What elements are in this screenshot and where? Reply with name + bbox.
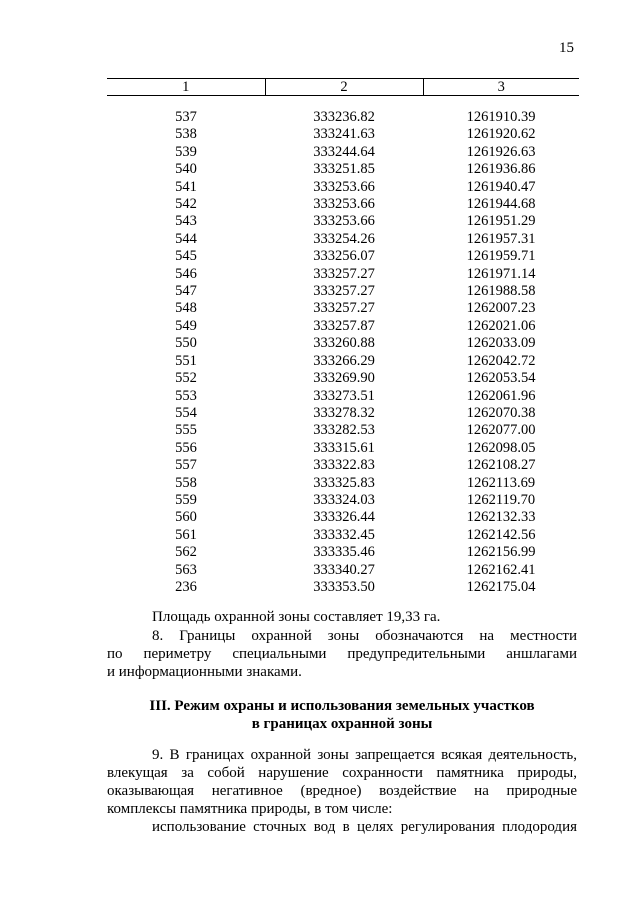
point-number-cell: 550: [175, 335, 197, 352]
table-body: [107, 96, 579, 597]
y-coordinate-cell: 1261920.62: [466, 126, 536, 143]
column-header: 1: [107, 79, 265, 96]
y-coordinate-cell: 1262070.38: [466, 404, 536, 421]
x-coordinate-cell: 333257.87: [313, 317, 375, 334]
y-coordinate-cell: 1261926.63: [466, 143, 536, 160]
x-coordinate-cell: 333244.64: [313, 143, 375, 160]
y-coordinate-cell: 1262007.23: [466, 300, 536, 317]
table-row: [107, 527, 579, 544]
table-row: [107, 509, 579, 526]
y-coordinate-cell: 1261940.47: [466, 178, 536, 195]
point-number-cell: 551: [175, 352, 197, 369]
y-coordinate-cell: 1262162.41: [466, 561, 536, 578]
item-8-paragraph: [107, 627, 577, 681]
table-row: [107, 196, 579, 213]
y-coordinate-cell: 1262042.72: [466, 352, 536, 369]
area-statement: [107, 608, 577, 626]
item-8-line: по периметру специальными предупредительными аншлагами: [107, 646, 577, 662]
y-coordinate-cell: 1262021.06: [466, 317, 536, 334]
column-header: 2: [265, 79, 423, 96]
x-coordinate-cell: 333273.51: [313, 387, 375, 404]
point-number-cell: 559: [175, 491, 197, 508]
x-coordinate-cell: 333335.46: [313, 544, 375, 561]
table-row: [107, 562, 579, 579]
point-number-cell: 549: [175, 317, 197, 334]
x-coordinate-cell: 333260.88: [313, 335, 375, 352]
y-coordinate-cell: 1261988.58: [466, 283, 536, 300]
x-coordinate-cell: 333251.85: [313, 161, 375, 178]
y-coordinate-cell: 1262077.00: [466, 422, 536, 439]
table-header-row: [107, 79, 579, 96]
y-coordinate-cell: 1261944.68: [466, 196, 536, 213]
y-coordinate-cell: 1262156.99: [466, 544, 536, 561]
item-9-line: оказывающая негативное (вредное) воздействие на природные: [107, 783, 577, 799]
x-coordinate-cell: 333257.27: [313, 265, 375, 282]
table-row: [107, 492, 579, 509]
point-number-cell: 544: [175, 230, 197, 247]
y-coordinate-cell: 1262061.96: [466, 387, 536, 404]
x-coordinate-cell: 333340.27: [313, 561, 375, 578]
page-number: 15: [559, 40, 574, 56]
y-coordinate-cell: 1262098.05: [466, 439, 536, 456]
x-coordinate-cell: 333324.03: [313, 491, 375, 508]
x-coordinate-cell: 333253.66: [313, 196, 375, 213]
point-number-cell: 537: [175, 109, 197, 125]
y-coordinate-cell: 1262142.56: [466, 526, 536, 543]
x-coordinate-cell: 333236.82: [313, 109, 375, 125]
item-9-line: использование сточных вод в целях регулирования плодородия: [152, 819, 577, 835]
x-coordinate-cell: 333282.53: [313, 422, 375, 439]
table-row: [107, 544, 579, 561]
point-number-cell: 562: [175, 544, 197, 561]
y-coordinate-cell: 1262132.33: [466, 509, 536, 526]
point-number-cell: 539: [175, 143, 197, 160]
x-coordinate-cell: 333326.44: [313, 509, 375, 526]
y-coordinate-cell: 1261951.29: [466, 213, 536, 230]
table-row: [107, 353, 579, 370]
x-coordinate-cell: 333332.45: [313, 526, 375, 543]
table-row: [107, 579, 579, 596]
point-number-cell: 553: [175, 387, 197, 404]
table-row: [107, 300, 579, 317]
x-coordinate-cell: 333253.66: [313, 213, 375, 230]
point-number-cell: 555: [175, 422, 197, 439]
point-number-cell: 542: [175, 196, 197, 213]
point-number-cell: 556: [175, 439, 197, 456]
y-coordinate-cell: 1261910.39: [466, 109, 536, 125]
y-coordinate-cell: 1262108.27: [466, 457, 536, 474]
point-number-cell: 558: [175, 474, 197, 491]
table-row: [107, 405, 579, 422]
y-coordinate-cell: 1261936.86: [466, 161, 536, 178]
item-9-line: 9. В границах охранной зоны запрещается всякая деятельность,: [152, 747, 577, 763]
point-number-cell: 560: [175, 509, 197, 526]
table-row: [107, 457, 579, 474]
x-coordinate-cell: 333315.61: [313, 439, 375, 456]
area-line: Площадь охранной зоны составляет 19,33 га.: [152, 609, 441, 625]
section-heading-line: в границах охранной зоны: [251, 716, 433, 732]
y-coordinate-cell: 1262033.09: [466, 335, 536, 352]
section-heading: [107, 697, 577, 733]
point-number-cell: 540: [175, 161, 197, 178]
y-coordinate-cell: 1261957.31: [466, 230, 536, 247]
x-coordinate-cell: 333257.27: [313, 283, 375, 300]
x-coordinate-cell: 333278.32: [313, 404, 375, 421]
table-row: [107, 126, 579, 143]
x-coordinate-cell: 333269.90: [313, 370, 375, 387]
table-row: [107, 248, 579, 265]
point-number-cell: 236: [175, 578, 197, 595]
item-8-line: и информационными знаками.: [107, 664, 302, 680]
y-coordinate-cell: 1262053.54: [466, 370, 536, 387]
y-coordinate-cell: 1262119.70: [466, 491, 536, 508]
table-row: [107, 96, 579, 127]
table-row: [107, 440, 579, 457]
x-coordinate-cell: 333257.27: [313, 300, 375, 317]
coordinates-table: [107, 78, 579, 596]
point-number-cell: 546: [175, 265, 197, 282]
table-row: [107, 179, 579, 196]
y-coordinate-cell: 1262113.69: [466, 474, 536, 491]
point-number-cell: 545: [175, 248, 197, 265]
table-row: [107, 161, 579, 178]
table-row: [107, 213, 579, 230]
y-coordinate-cell: 1261959.71: [466, 248, 536, 265]
x-coordinate-cell: 333254.26: [313, 230, 375, 247]
table-row: [107, 422, 579, 439]
x-coordinate-cell: 333266.29: [313, 352, 375, 369]
table-row: [107, 283, 579, 300]
point-number-cell: 554: [175, 404, 197, 421]
point-number-cell: 552: [175, 370, 197, 387]
item-9-line: влекущая за собой нарушение сохранности памятника природы,: [107, 765, 577, 781]
x-coordinate-cell: 333253.66: [313, 178, 375, 195]
table-row: [107, 370, 579, 387]
x-coordinate-cell: 333256.07: [313, 248, 375, 265]
y-coordinate-cell: 1262175.04: [466, 578, 536, 595]
point-number-cell: 541: [175, 178, 197, 195]
point-number-cell: 547: [175, 283, 197, 300]
item-8-line: 8. Границы охранной зоны обозначаются на местности: [152, 628, 577, 644]
table-row: [107, 231, 579, 248]
item-9-paragraph: [107, 746, 577, 836]
point-number-cell: 557: [175, 457, 197, 474]
table-row: [107, 318, 579, 335]
point-number-cell: 543: [175, 213, 197, 230]
point-number-cell: 538: [175, 126, 197, 143]
x-coordinate-cell: 333325.83: [313, 474, 375, 491]
table-row: [107, 266, 579, 283]
table-row: [107, 388, 579, 405]
table-row: [107, 335, 579, 352]
x-coordinate-cell: 333322.83: [313, 457, 375, 474]
point-number-cell: 548: [175, 300, 197, 317]
x-coordinate-cell: 333241.63: [313, 126, 375, 143]
item-9-line: комплексы памятника природы, в том числе:: [107, 801, 393, 817]
column-header: 3: [423, 79, 579, 96]
point-number-cell: 561: [175, 526, 197, 543]
x-coordinate-cell: 333353.50: [313, 578, 375, 595]
section-heading-line: III. Режим охраны и использования земельных участков: [149, 698, 535, 714]
table-row: [107, 475, 579, 492]
point-number-cell: 563: [175, 561, 197, 578]
y-coordinate-cell: 1261971.14: [466, 265, 536, 282]
table-row: [107, 144, 579, 161]
